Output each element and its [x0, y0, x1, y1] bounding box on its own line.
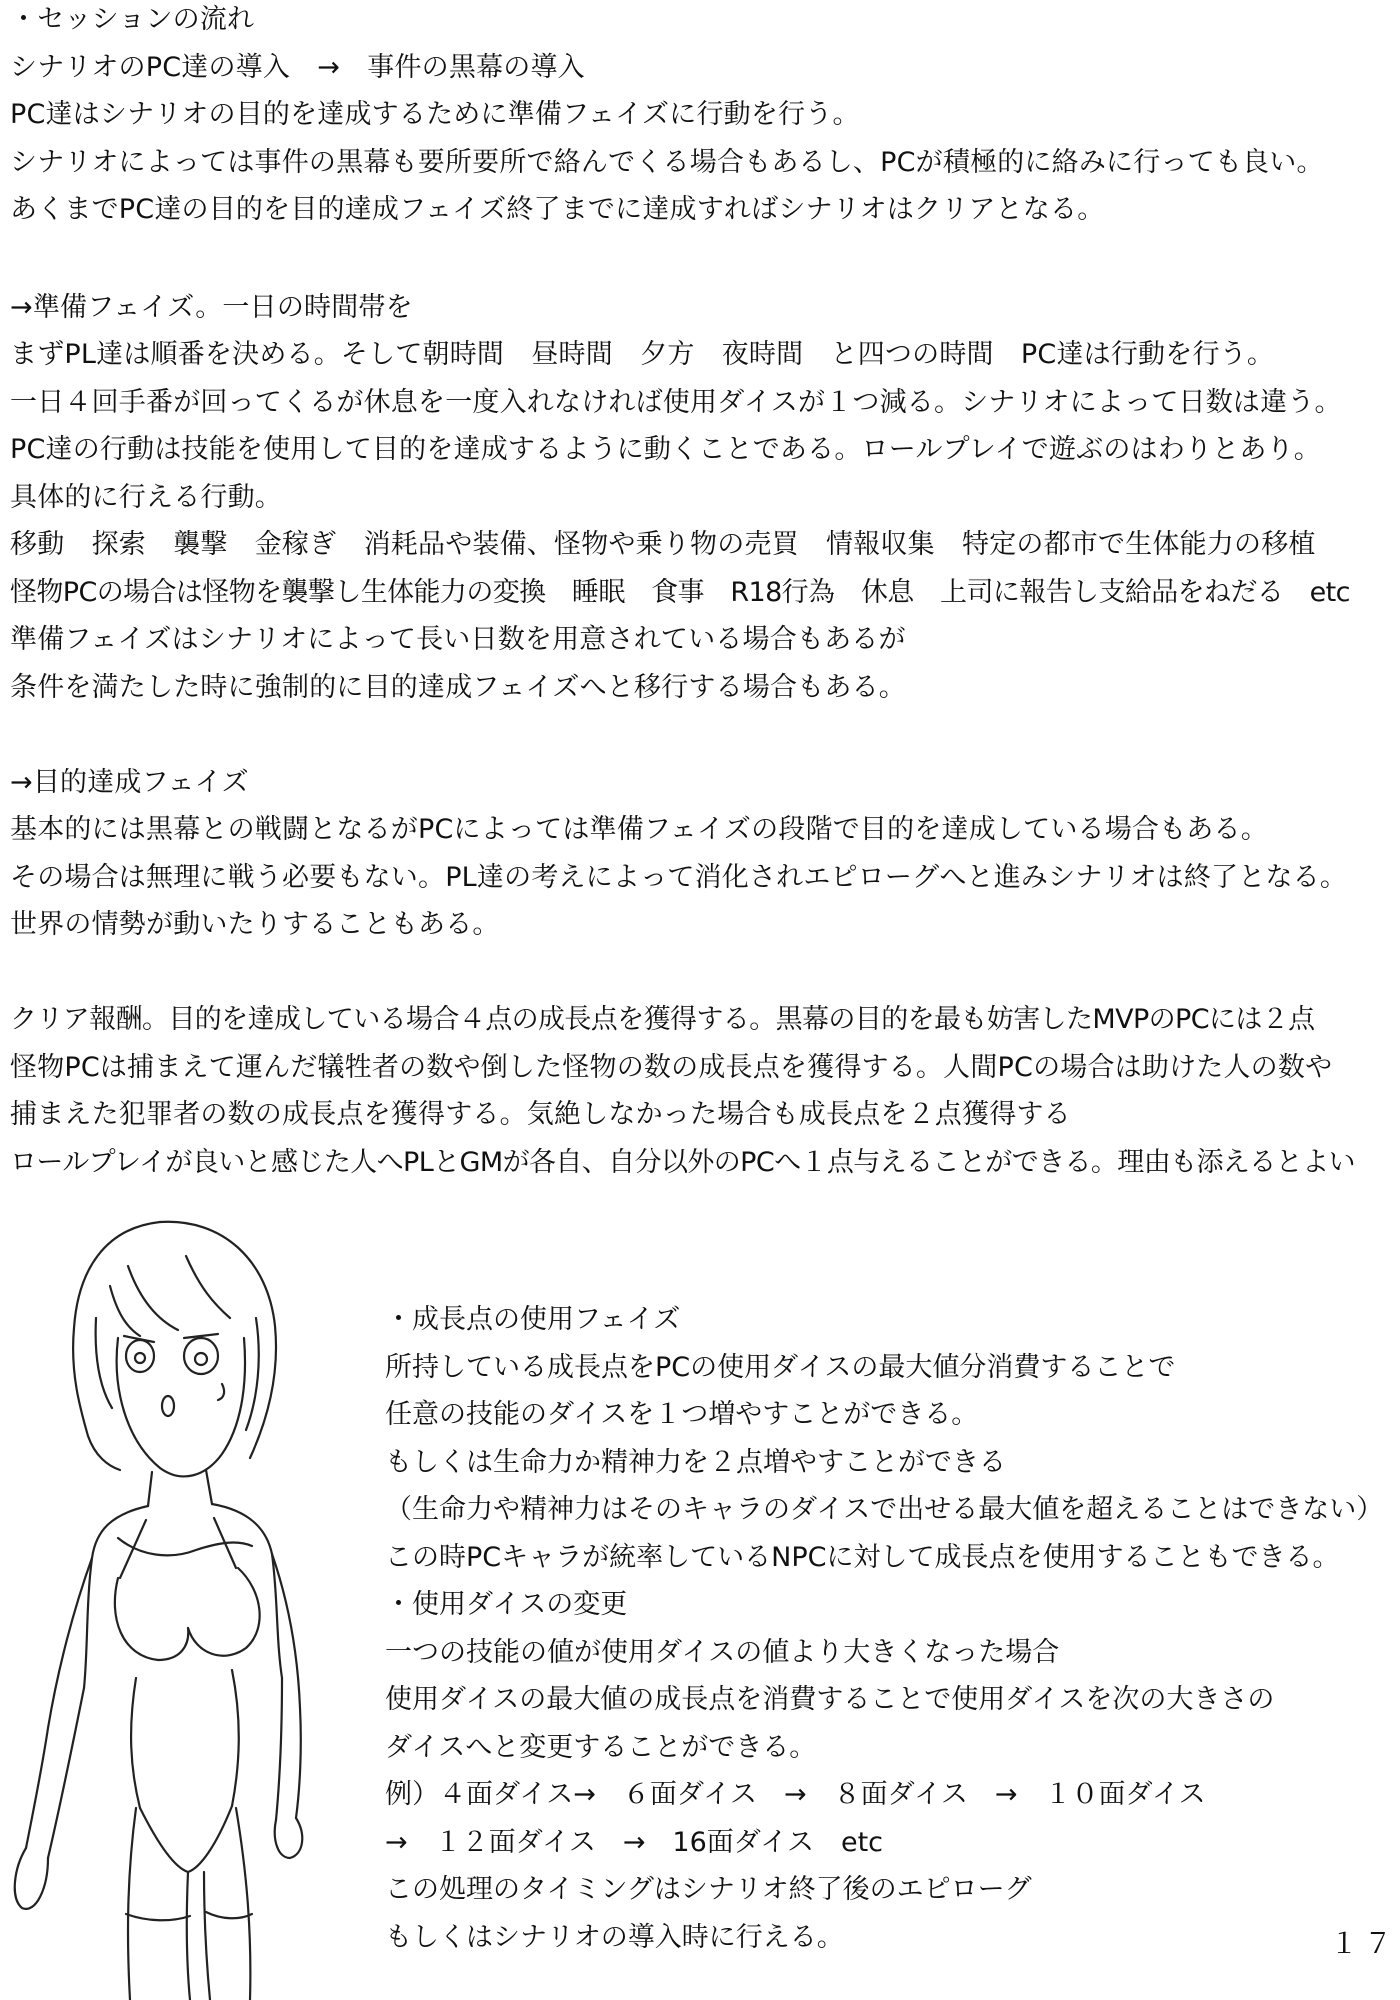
text-line: 任意の技能のダイスを１つ増やすことができる。 — [385, 1399, 979, 1430]
phase-heading: →準備フェイズ。一日の時間帯を — [10, 292, 413, 323]
text-line: 条件を満たした時に強制的に目的達成フェイズへと移行する場合もある。 — [10, 672, 906, 703]
text-line: クリア報酬。目的を達成している場合４点の成長点を獲得する。黒幕の目的を最も妨害したMVPのPCには２点 — [10, 1004, 1315, 1035]
text-line: 怪物PCの場合は怪物を襲撃し生体能力の変換 睡眠 食事 R18行為 休息 上司に報告し支給品をねだる etc — [10, 577, 1350, 608]
text-line: 世界の情勢が動いたりすることもある。 — [10, 909, 500, 940]
text-line: → １２面ダイス → 16面ダイス etc — [385, 1827, 884, 1858]
text-line: もしくは生命力か精神力を２点増やすことができる — [385, 1447, 1006, 1478]
section-heading: ・成長点の使用フェイズ — [385, 1304, 681, 1335]
character-illustration — [0, 1208, 390, 2000]
section-heading: ・セッションの流れ — [10, 4, 255, 35]
section-heading: ・使用ダイスの変更 — [385, 1589, 628, 1620]
text-line: 具体的に行える行動。 — [10, 482, 282, 513]
text-line: （生命力や精神力はそのキャラのダイスで出せる最大値を超えることはできない） — [385, 1494, 1384, 1525]
text-line: 準備フェイズはシナリオによって長い日数を用意されている場合もあるが — [10, 624, 906, 655]
text-line: 一つの技能の値が使用ダイスの値より大きくなった場合 — [385, 1637, 1060, 1668]
text-line: 捕まえた犯罪者の数の成長点を獲得する。気絶しなかった場合も成長点を２点獲得する — [10, 1099, 1071, 1130]
text-line: 使用ダイスの最大値の成長点を消費することで使用ダイスを次の大きさの — [385, 1684, 1275, 1715]
page-number: １７ — [1330, 1927, 1399, 1960]
text-line: もしくはシナリオの導入時に行える。 — [385, 1922, 844, 1953]
text-line: PC達の行動は技能を使用して目的を達成するように動くことである。ロールプレイで遊ぶのはわりとあり。 — [10, 434, 1321, 465]
text-line: シナリオのPC達の導入 → 事件の黒幕の導入 — [10, 52, 585, 83]
text-line: まずPL達は順番を決める。そして朝時間 昼時間 夕方 夜時間 と四つの時間 PC達は行動を行う。 — [10, 339, 1275, 370]
text-line: この時PCキャラが統率しているNPCに対して成長点を使用することもできる。 — [385, 1542, 1340, 1573]
text-line: ダイスへと変更することができる。 — [385, 1732, 817, 1763]
text-line: 所持している成長点をPCの使用ダイスの最大値分消費することで — [385, 1352, 1176, 1383]
text-line: その場合は無理に戦う必要もない。PL達の考えによって消化されエピローグへと進みシナリオは終了となる。 — [10, 862, 1348, 893]
text-line: 基本的には黒幕との戦闘となるがPCによっては準備フェイズの段階で目的を達成している場合もある。 — [10, 814, 1268, 845]
text-line: 怪物PCは捕まえて運んだ犠牲者の数や倒した怪物の数の成長点を獲得する。人間PCの場合は助けた人の数や — [10, 1052, 1333, 1083]
text-line: シナリオによっては事件の黒幕も要所要所で絡んでくる場合もあるし、PCが積極的に絡みに行っても良い。 — [10, 147, 1324, 178]
text-line: 一日４回手番が回ってくるが休息を一度入れなければ使用ダイスが１つ減る。シナリオによって日数は違う。 — [10, 387, 1342, 418]
text-line: 例）４面ダイス→ ６面ダイス → ８面ダイス → １０面ダイス — [385, 1779, 1206, 1810]
text-line: あくまでPC達の目的を目的達成フェイズ終了までに達成すればシナリオはクリアとなる。 — [10, 194, 1105, 225]
text-line: PC達はシナリオの目的を達成するために準備フェイズに行動を行う。 — [10, 99, 860, 130]
text-line: ロールプレイが良いと感じた人へPLとGMが各自、自分以外のPCへ１点与えることができる。理由も添えるとよい — [10, 1147, 1355, 1178]
text-line: この処理のタイミングはシナリオ終了後のエピローグ — [385, 1874, 1032, 1905]
phase-heading: →目的達成フェイズ — [10, 767, 249, 798]
text-line: 移動 探索 襲撃 金稼ぎ 消耗品や装備、怪物や乗り物の売買 情報収集 特定の都市で生体能力の移植 — [10, 529, 1316, 560]
